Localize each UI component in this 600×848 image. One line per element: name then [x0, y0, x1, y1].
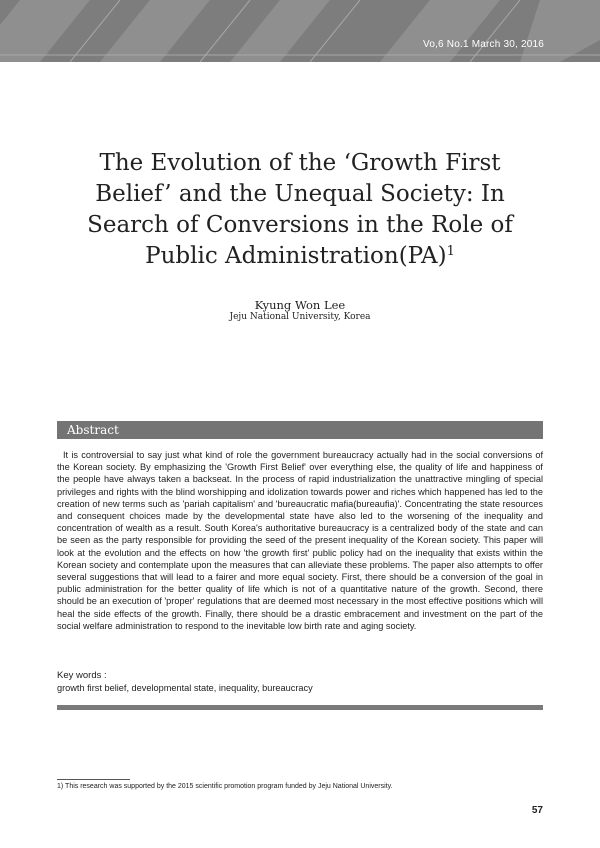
keywords-label: Key words : — [57, 670, 107, 681]
author-affiliation: Jeju National University, Korea — [229, 312, 371, 322]
paper-title — [60, 148, 540, 272]
title-footnote-marker[interactable]: 1 — [446, 244, 455, 259]
abstract-body: It is controversial to say just what kind of role the government bureaucracy actually had in the social conversions of the Korean society. By emphasizing the 'Growth First Belief' over everything else, the quality of life and happiness of the people have always taken a backseat. In the process of rapid industrialization the unattractive mingling of special privileges and rights with the blind worshipping and idolization towards power and riches which happened has led to the creation of new terms such as 'pariah capitalism' and 'bureaucratic mafia(bureaufia)'. Concentrating the state resources and consequent choices made by the developmental state have also led to the worsening of the inequality and concentration of wealth as a result. South Korea's authoritative bureaucracy is a centralized body of the state and can be seen as the party responsible for providing the seed of the present inequality of the Korean society. This paper will look at the evolution and the effects on how 'the growth first' public policy had on the inequality that exists within the Korean society and contemplate upon the measures that can alleviate these problems. The paper also attempts to offer several suggestions that will lead to a fairer and more equal society. First, there should be a conversion of the goal in public administration for the better quality of life which is not of a quantitative nature of the growth. Second, there should be an execution of 'proper' regulations that are deemed most necessary in the most effective positions which will heal the side effects of the growth. Finally, there should be a drastic embracement and investment on the part of the social welfare administration to respond to the inevitable low birth rate and aging society. — [57, 450, 543, 631]
footnote: 1) This research was supported by the 2015 scientific promotion program funded by Jeju National University. — [57, 783, 393, 790]
abstract-heading-bar — [57, 421, 543, 439]
header-decoration — [0, 0, 600, 62]
paper-title-text: The Evolution of the ‘Growth First Belief’ and the Unequal Society: In Search of Conversions in the Role of Public Administration(PA) — [87, 150, 513, 269]
keywords-list: growth first belief, developmental state, inequality, bureaucracy — [57, 683, 313, 693]
author-name: Kyung Won Lee — [254, 298, 346, 312]
header-band — [0, 0, 600, 62]
footnote-divider — [57, 779, 130, 780]
section-divider — [57, 705, 543, 710]
abstract-heading: Abstract — [67, 423, 119, 437]
issue-date: Vo,6 No.1 March 30, 2016 — [423, 39, 544, 50]
page-number: 57 — [531, 805, 543, 816]
